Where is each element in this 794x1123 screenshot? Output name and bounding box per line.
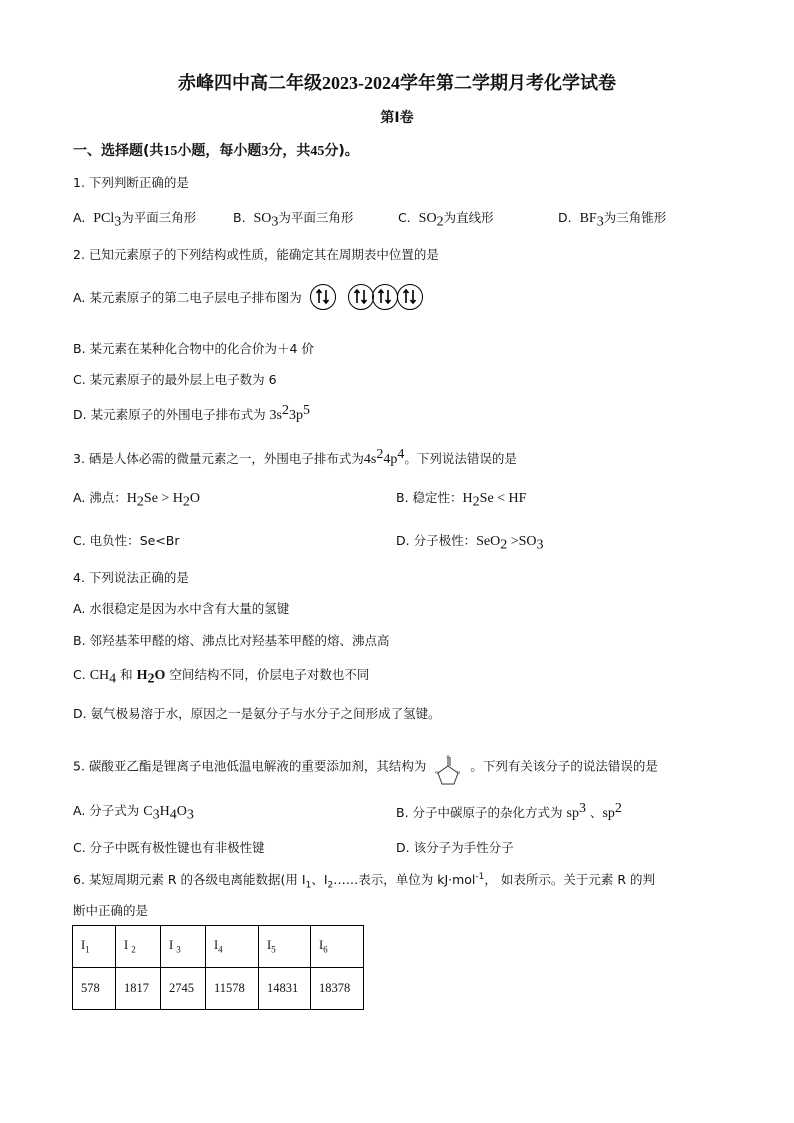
table-row [73,968,364,1010]
title-rest: 学年第二学期月考化学试卷 [400,73,616,94]
q4-option-d: D. 氨气极易溶于水，原因之一是氨分子与水分子之间形成了氢键。 [73,706,441,721]
q2-option-a: A. 某元素原子的第二电子层电子排布图为 [73,284,423,310]
five-membered-ring-structure-icon [426,754,470,788]
q2-option-b: B. 某元素在某种化合物中的化合价为＋4 价 [73,341,314,356]
table-header-cell: I $_2$ [116,926,161,968]
table-header-cell: I $_3$ [161,926,206,968]
paired-electron-orbital-icon [310,284,336,310]
q5-stem: 5. 碳酸亚乙酯是锂离子电池低温电解液的重要添加剂，其结构为 o o o 。下列有关该分子的说法错误的是 [73,750,658,784]
q4-stem: 4. 下列说法正确的是 [73,570,189,585]
q4-option-b: B. 邻羟基苯甲醛的熔、沸点比对羟基苯甲醛的熔、沸点高 [73,633,390,648]
q4-option-c: C. $CH_4$ 和 $H_2O$ 空间结构不同，价层电子对数也不同 [73,667,370,687]
table-cell: 1817 [116,968,161,1010]
paired-electron-orbital-icon [348,284,374,310]
volume-label: 第Ⅰ卷 [380,110,414,126]
svg-text:o: o [446,754,450,760]
table-header-cell: $I_4$ [206,926,259,968]
table-cell: 2745 [161,968,206,1010]
exam-title [0,69,794,95]
q3-option-b: B. 稳定性：$H_2Se$ < HF [396,490,527,510]
q3-option-a: A. 沸点：$H_2Se > H_2O$ [73,490,201,510]
q1-stem: 1. 下列判断正确的是 [73,175,189,190]
title-years: 2023-2024 [322,73,400,93]
section-heading: 一、选择题(共15小题，每小题3分，共45分)。 [73,143,359,159]
table-cell: 11578 [206,968,259,1010]
table-header-cell: $I_1$ [73,926,116,968]
q5-option-b: B. 分子中碳原子的杂化方式为 $sp^3$ 、$sp^2$ [396,801,622,822]
q3-stem: 3. 硒是人体必需的微量元素之一，外围电子排布式为$4s^24p^4$。下列说法错误的是 [73,447,517,468]
svg-text:o: o [457,770,461,776]
q3-option-c: C. 电负性：Se<Br [73,533,180,548]
ionization-energy-table [72,925,364,1010]
table-header-cell: $I_6$ [311,926,364,968]
table-cell: 14831 [259,968,311,1010]
svg-text:o: o [435,770,439,776]
paired-electron-orbital-icon [372,284,398,310]
table-header-row [73,926,364,968]
table-cell: 578 [73,968,116,1010]
q3-option-d: D. 分子极性：$SeO_2 >SO_3$ [396,533,544,553]
table-header-cell: $I_5$ [259,926,311,968]
q1-option-c: C. $SO_2$为直线形 [398,210,494,230]
q2-option-c: C. 某元素原子的最外层上电子数为 6 [73,372,277,387]
q1-option-a: A. PCl$_3$为平面三角形 [73,210,197,230]
q2-option-d: D. 某元素原子的外围电子排布式为 $3s^23p^5$ [73,403,310,424]
q1-option-b: B. $SO_3$为平面三角形 [233,210,354,230]
q6-stem: 6. 某短周期元素 R 的各级电离能数据(用 $I_1$、$I_2\dots\dots$表示，单位为 kJ·mol$^{-1}$， 如表所示。关于元素 R 的判 [73,871,655,891]
q5-option-c: C. 分子中既有极性键也有非极性键 [73,840,265,855]
q4-option-a: A. 水很稳定是因为水中含有大量的氢键 [73,601,290,616]
table-cell: 18378 [311,968,364,1010]
title-school: 赤峰四中高二年级 [178,73,322,94]
q5-option-d: D. 该分子为手性分子 [396,840,514,855]
orbital-group-2p [348,284,423,310]
q6-stem-line2: 断中正确的是 [73,903,149,918]
paired-electron-orbital-icon [397,284,423,310]
q5-option-a: A. 分子式为 $C_3H_4O_3$ [73,803,194,823]
q2-stem: 2. 已知元素原子的下列结构或性质，能确定其在周期表中位置的是 [73,247,439,262]
q1-option-d: D. $BF_3$为三角锥形 [558,210,667,230]
